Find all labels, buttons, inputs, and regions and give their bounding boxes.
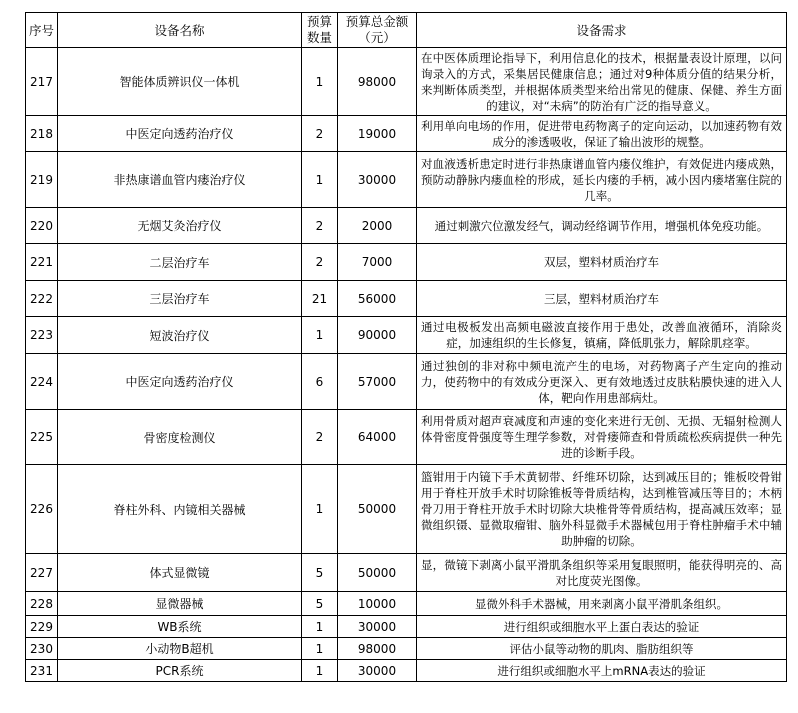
row-amount: 90000 (338, 317, 417, 354)
header-name: 设备名称 (58, 13, 302, 48)
row-no: 230 (26, 638, 58, 660)
row-amount: 30000 (338, 152, 417, 208)
table-row (26, 592, 787, 616)
row-no: 223 (26, 317, 58, 354)
header-desc: 设备需求 (417, 13, 787, 48)
row-desc: 显，微镜下剥离小鼠平滑肌条组织等采用复眼照明，能获得明亮的、高对比度荧光图像。 (417, 554, 787, 592)
row-name: 脊柱外科、内镜相关器械 (58, 465, 302, 554)
row-qty: 2 (302, 244, 338, 281)
table-row (26, 208, 787, 244)
equipment-budget-table (25, 12, 787, 682)
table-row (26, 317, 787, 354)
row-no: 227 (26, 554, 58, 592)
header-qty-line1: 预算 (306, 14, 332, 29)
table-row (26, 354, 787, 410)
row-no: 229 (26, 616, 58, 638)
table-row (26, 48, 787, 116)
row-qty: 5 (302, 592, 338, 616)
header-qty (302, 13, 338, 48)
row-amount: 10000 (338, 592, 417, 616)
header-amount-line2: （元） (358, 30, 396, 45)
row-name: 智能体质辨识仪一体机 (58, 48, 302, 116)
header-qty-line2: 数量 (306, 30, 332, 45)
row-amount: 57000 (338, 354, 417, 410)
row-amount: 30000 (338, 616, 417, 638)
row-qty: 1 (302, 48, 338, 116)
row-amount: 56000 (338, 281, 417, 317)
table-row (26, 554, 787, 592)
header-amount (338, 13, 417, 48)
row-no: 218 (26, 116, 58, 152)
row-no: 226 (26, 465, 58, 554)
row-amount: 98000 (338, 638, 417, 660)
row-name: 中医定向透药治疗仪 (58, 116, 302, 152)
row-name: 三层治疗车 (58, 281, 302, 317)
row-qty: 2 (302, 410, 338, 465)
table-row (26, 116, 787, 152)
row-name: 短波治疗仪 (58, 317, 302, 354)
table-row (26, 410, 787, 465)
table-row (26, 660, 787, 682)
row-amount: 7000 (338, 244, 417, 281)
row-no: 222 (26, 281, 58, 317)
row-desc: 三层，塑料材质治疗车 (417, 281, 787, 317)
row-desc: 通过电极板发出高频电磁波直接作用于患处，改善血液循环，消除炎症，加速组织的生长修复，镇痛，降低肌张力，解除肌痉挛。 (417, 317, 787, 354)
header-seq: 序号 (26, 13, 58, 48)
row-name: 体式显微镜 (58, 554, 302, 592)
row-qty: 1 (302, 465, 338, 554)
row-qty: 21 (302, 281, 338, 317)
row-no: 217 (26, 48, 58, 116)
table-row (26, 281, 787, 317)
table-body (26, 48, 787, 682)
row-desc: 通过独创的非对称中频电流产生的电场，对药物离子产生定向的推动力，使药物中的有效成分更深入、更有效地透过皮肤粘膜快速的进入人体，靶向作用患部病灶。 (417, 354, 787, 410)
row-desc: 评估小鼠等动物的肌肉、脂肪组织等 (417, 638, 787, 660)
row-name: WB系统 (58, 616, 302, 638)
table-row (26, 638, 787, 660)
row-amount: 50000 (338, 554, 417, 592)
table-row (26, 244, 787, 281)
row-qty: 1 (302, 152, 338, 208)
row-no: 224 (26, 354, 58, 410)
row-no: 225 (26, 410, 58, 465)
table-header (26, 13, 787, 48)
row-name: 显微器械 (58, 592, 302, 616)
row-no: 221 (26, 244, 58, 281)
row-no: 228 (26, 592, 58, 616)
row-amount: 19000 (338, 116, 417, 152)
row-qty: 2 (302, 116, 338, 152)
table-row (26, 152, 787, 208)
header-row (26, 13, 787, 48)
row-name: 无烟艾灸治疗仪 (58, 208, 302, 244)
row-desc: 显微外科手术器械，用来剥离小鼠平滑肌条组织。 (417, 592, 787, 616)
row-amount: 50000 (338, 465, 417, 554)
row-desc: 利用骨质对超声衰减度和声速的变化来进行无创、无损、无辐射检测人体骨密度骨强度等生理学参数，对骨瘘筛查和骨质疏松疾病提供一种先进的诊断手段。 (417, 410, 787, 465)
header-amount-line1: 预算总金额 (345, 14, 409, 29)
row-desc: 在中医体质理论指导下，利用信息化的技术，根据量表设计原理，以问询录入的方式，采集居民健康信息；通过对9种体质分值的结果分析，来判断体质类型，并根据体质类型来给出常见的健康、保健、养生方面的建议，对“未病”的防治有广泛的指导意义。 (417, 48, 787, 116)
row-qty: 1 (302, 616, 338, 638)
row-desc: 篮钳用于内镜下手术黄韧带、纤维环切除，达到减压目的；锥板咬骨钳用于脊柱开放手术时切除锥板等骨质结构，达到椎管减压等目的；木柄骨刀用于脊柱开放手术时切除大块椎骨等骨质结构，提高减压效率；显微组织镊、显微取瘤钳、脑外科显微手术器械包用于脊柱肿瘤手术中辅助肿瘤的切除。 (417, 465, 787, 554)
row-desc: 双层，塑料材质治疗车 (417, 244, 787, 281)
row-qty: 1 (302, 638, 338, 660)
row-desc: 利用单向电场的作用，促进带电药物离子的定向运动，以加速药物有效成分的渗透吸收，保证了输出波形的规整。 (417, 116, 787, 152)
row-qty: 1 (302, 660, 338, 682)
row-no: 219 (26, 152, 58, 208)
row-desc: 进行组织或细胞水平上蛋白表达的验证 (417, 616, 787, 638)
row-qty: 6 (302, 354, 338, 410)
row-name: 非热康谱血管内瘘治疗仪 (58, 152, 302, 208)
row-amount: 2000 (338, 208, 417, 244)
row-name: PCR系统 (58, 660, 302, 682)
row-name: 小动物B超机 (58, 638, 302, 660)
row-no: 220 (26, 208, 58, 244)
row-qty: 1 (302, 317, 338, 354)
table-row (26, 616, 787, 638)
row-desc: 对血液透析患定时进行非热康谱血管内瘘仪维护，有效促进内瘘成熟，预防动静脉内瘘血栓的形成，延长内瘘的手柄，减小因内瘘堵塞住院的几率。 (417, 152, 787, 208)
row-desc: 进行组织或细胞水平上mRNA表达的验证 (417, 660, 787, 682)
row-name: 骨密度检测仪 (58, 410, 302, 465)
row-qty: 2 (302, 208, 338, 244)
row-desc: 通过刺激穴位激发经气，调动经络调节作用，增强机体免疫功能。 (417, 208, 787, 244)
row-amount: 98000 (338, 48, 417, 116)
row-name: 中医定向透药治疗仪 (58, 354, 302, 410)
row-name: 二层治疗车 (58, 244, 302, 281)
table-row (26, 465, 787, 554)
row-qty: 5 (302, 554, 338, 592)
row-no: 231 (26, 660, 58, 682)
row-amount: 64000 (338, 410, 417, 465)
row-amount: 30000 (338, 660, 417, 682)
